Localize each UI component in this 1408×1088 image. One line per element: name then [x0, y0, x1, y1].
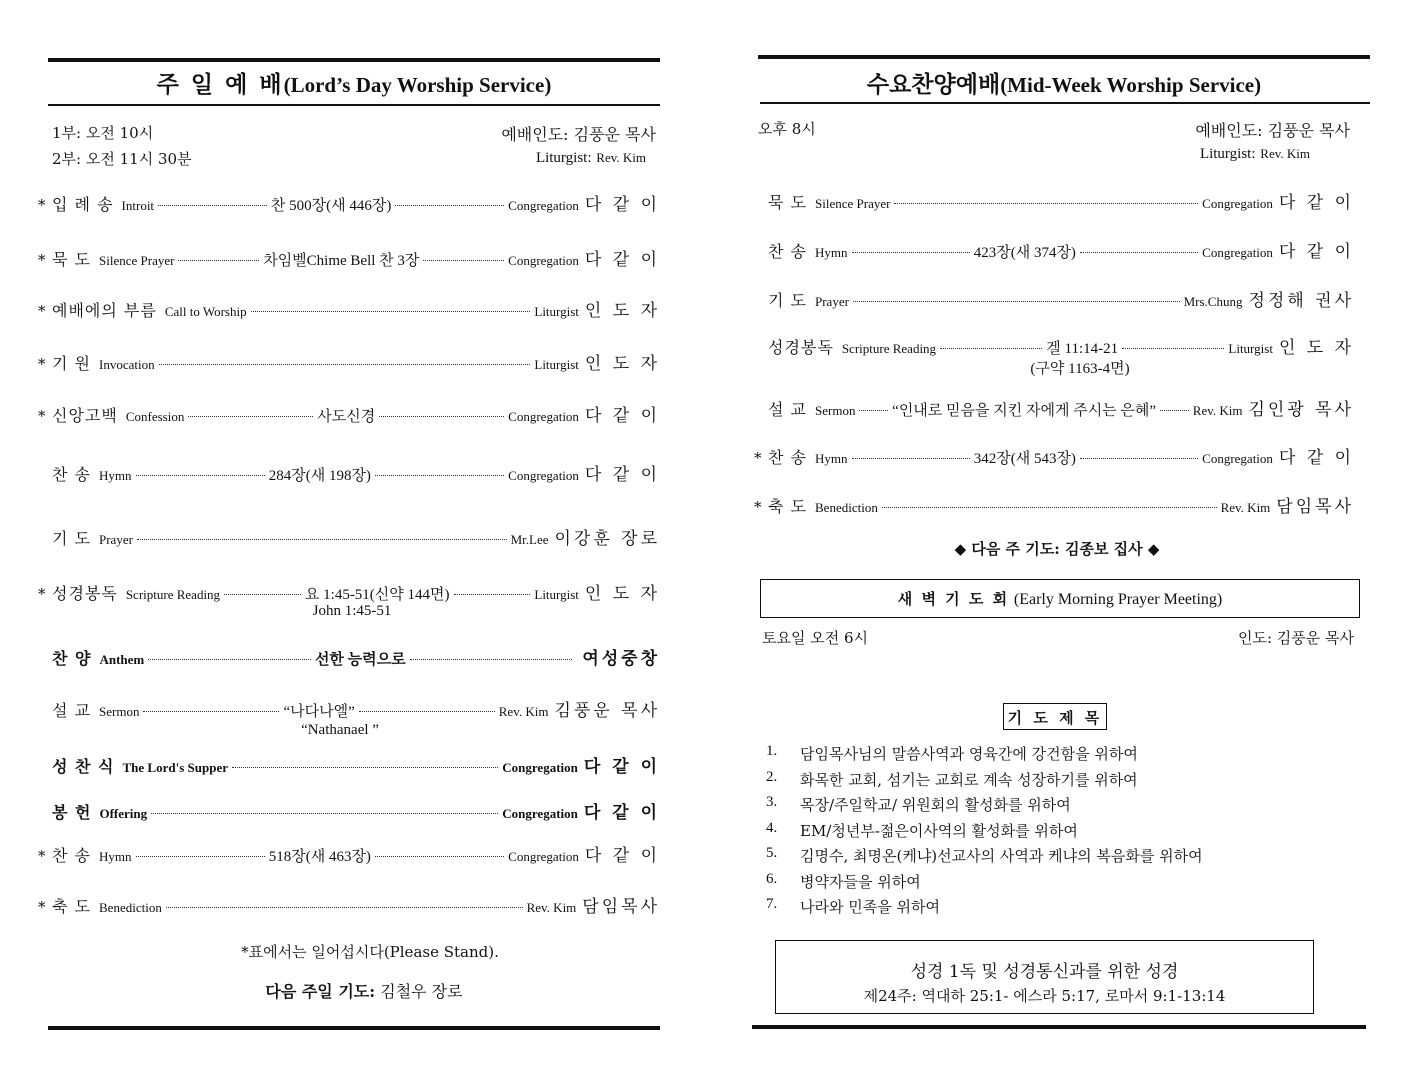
row-leader-dots — [188, 416, 313, 417]
row-role: Rev. Kim — [1192, 403, 1243, 418]
order-row — [38, 245, 660, 269]
row-person: 김풍운 목사 — [554, 701, 660, 721]
row-person: 여성중창 — [582, 649, 661, 669]
prayer-topic-text: 병약자들을 위하여 — [800, 872, 921, 891]
order-row — [38, 524, 660, 548]
dawn-title-en: (Early Morning Prayer Meeting) — [1013, 591, 1223, 608]
row-person: 다 같 이 — [584, 250, 660, 270]
row-english-label: Prayer — [815, 294, 849, 309]
row-person: 인 도 자 — [584, 584, 660, 604]
row-leader-dots — [232, 767, 498, 768]
prayer-topics-list — [766, 743, 1203, 922]
row-english-label: The Lord's Supper — [122, 760, 228, 775]
row-english-label: Sermon — [99, 704, 140, 719]
row-leader-dots — [894, 203, 1198, 204]
dawn-prayer-box — [760, 579, 1360, 618]
prayer-topic-text: 화목한 교회, 섬기는 교회로 계속 성장하기를 위하여 — [800, 770, 1138, 789]
row-english-label: Call to Worship — [164, 304, 247, 319]
wednesday-time: 오후 8시 — [758, 120, 816, 138]
sunday-title-en: (Lord’s Day Worship Service) — [283, 73, 552, 97]
row-korean-label: 신앙고백 — [52, 406, 118, 425]
row-english-label: Scripture Reading — [841, 341, 937, 356]
row-role: Rev. Kim — [498, 704, 549, 719]
prayer-topic-text: 담임목사님의 말씀사역과 영육간에 강건함을 위하여 — [800, 745, 1138, 763]
row-korean-label: 성경봉독 — [768, 338, 834, 357]
row-star: * — [38, 898, 46, 916]
row-role: Rev. Kim — [526, 900, 577, 915]
stand-note: *표에서는 일어섭시다(Please Stand). — [241, 943, 499, 961]
order-row — [38, 798, 660, 822]
row-role: Mrs.Chung — [1183, 294, 1243, 309]
wednesday-liturgist-name: Rev. Kim — [1260, 146, 1310, 161]
row-leader-dots — [940, 348, 1042, 349]
order-row — [38, 841, 660, 865]
service-time-2: 2부: 오전 11시 30분 — [52, 150, 192, 168]
prayer-topic-item — [766, 794, 1203, 820]
order-row — [38, 296, 660, 320]
prayer-topic-number: 3. — [766, 794, 778, 810]
prayer-topic-item — [766, 896, 1203, 922]
row-leader-dots — [852, 252, 970, 253]
bottom-rule — [48, 1026, 660, 1030]
order-row — [754, 188, 1354, 212]
row-role: Congregation — [502, 806, 578, 821]
order-row — [38, 696, 660, 720]
row-leader-dots — [454, 594, 531, 595]
row-person: 인 도 자 — [1278, 338, 1355, 358]
service-time-1: 1부: 오전 10시 — [52, 124, 154, 142]
row-english-label: Hymn — [99, 849, 132, 864]
order-row — [754, 395, 1354, 419]
row-detail: 518장(새 463장) — [268, 849, 371, 865]
prayer-topic-number: 6. — [766, 870, 778, 887]
row-leader-dots — [359, 711, 495, 712]
bible-reading-schedule: 제24주: 역대하 25:1- 에스라 5:17, 로마서 9:1-13:14 — [863, 987, 1226, 1005]
weekday-panel — [704, 0, 1408, 1088]
row-english-label: Benediction — [99, 900, 162, 915]
row-star: * — [754, 498, 762, 516]
row-leader-dots — [882, 507, 1217, 508]
row-leader-dots — [375, 856, 504, 857]
sunday-title-ko: 주 일 예 배 — [156, 71, 284, 98]
order-row — [38, 579, 660, 603]
row-english-label: Introit — [121, 198, 155, 213]
row-detail: 342장(새 543장) — [973, 451, 1076, 467]
row-english-label: Silence Prayer — [99, 253, 175, 268]
row-role: Congregation — [508, 253, 579, 268]
next-prayer-label: 다음 주일 기도: — [265, 982, 376, 1001]
row-korean-label: 성경봉독 — [52, 584, 118, 603]
prayer-topic-text: 목장/주일학교/ 위원회의 활성화를 위하여 — [800, 796, 1071, 814]
row-leader-dots — [1122, 348, 1224, 349]
row-person: 다 같 이 — [1278, 242, 1354, 262]
row-korean-label: 기 도 — [768, 291, 807, 310]
row-detail: 요 1:45-51(신약 144면) — [304, 587, 450, 603]
bottom-rule-right — [752, 1025, 1366, 1029]
row-leader-dots — [143, 711, 279, 712]
prayer-topic-item — [766, 871, 1203, 897]
row-detail: “인내로 믿음을 지킨 자에게 주시는 은혜” — [892, 403, 1157, 419]
row-english-label: Benediction — [815, 500, 878, 515]
row-detail: 423장(새 374장) — [973, 245, 1076, 261]
order-row — [38, 460, 660, 484]
prayer-topic-number: 5. — [766, 845, 778, 861]
row-korean-label: 설 교 — [52, 701, 91, 720]
order-row — [754, 443, 1354, 467]
row-star: * — [38, 847, 46, 865]
row-role: Rev. Kim — [1220, 500, 1271, 515]
row-role: Congregation — [508, 409, 579, 424]
worship-leader: 예배인도: 김풍운 목사 — [501, 125, 656, 144]
row-korean-label: 성 찬 식 — [52, 757, 115, 776]
bible-reading-title: 성경 1독 및 성경통신과를 위한 성경 — [910, 962, 1179, 982]
row-role: Congregation — [508, 198, 579, 213]
row-person: 김인광 목사 — [1248, 400, 1355, 420]
prayer-topic-number: 1. — [766, 743, 778, 759]
order-row — [38, 349, 660, 373]
row-korean-label: 묵 도 — [52, 250, 91, 269]
row-leader-dots — [224, 594, 301, 595]
row-english-label: Silence Prayer — [815, 196, 891, 211]
row-detail: 284장(새 198장) — [268, 468, 371, 484]
row-person: 다 같 이 — [584, 195, 660, 215]
row-leader-dots — [1160, 410, 1189, 411]
prayer-topic-number: 7. — [766, 896, 778, 912]
row-role: Congregation — [1202, 196, 1273, 211]
row-english-label: Hymn — [815, 451, 848, 466]
row-korean-label: 기 도 — [52, 529, 91, 548]
prayer-topics-title: 기 도 제 목 — [1007, 709, 1103, 727]
row-english-label: Hymn — [815, 245, 848, 260]
scripture-english-ref: John 1:45-51 — [312, 603, 392, 619]
row-detail: 선한 능력으로 — [314, 652, 406, 668]
row-korean-label: 축 도 — [768, 497, 807, 516]
row-person: 인 도 자 — [584, 301, 660, 321]
row-leader-dots — [166, 907, 523, 908]
row-role: Congregation — [1202, 245, 1273, 260]
row-person: 인 도 자 — [584, 354, 660, 374]
row-person: 이강훈 장로 — [554, 529, 660, 549]
row-leader-dots — [137, 539, 507, 540]
prayer-topic-text: EM/청년부-젊은이사역의 활성화를 위하여 — [800, 821, 1078, 840]
row-leader-dots — [852, 458, 970, 459]
row-person: 다 같 이 — [584, 406, 661, 426]
row-korean-label: 찬 양 — [52, 649, 92, 668]
row-detail: 겔 11:14-21 — [1046, 341, 1119, 357]
liturgist-line — [536, 148, 646, 167]
row-korean-label: 입 례 송 — [52, 195, 114, 214]
row-star: * — [754, 449, 762, 467]
order-row — [38, 644, 660, 668]
row-leader-dots — [379, 416, 504, 417]
row-detail: “나다나엘” — [283, 704, 355, 720]
row-person: 정정해 권사 — [1248, 291, 1354, 311]
dawn-title — [761, 588, 1359, 609]
prayer-topic-item — [766, 743, 1203, 769]
order-row — [754, 333, 1354, 357]
order-row — [38, 190, 660, 214]
row-role: Congregation — [508, 468, 579, 483]
row-role: Congregation — [502, 760, 578, 775]
title-rule-right — [760, 102, 1370, 104]
prayer-topic-text: 김명수, 최명온(케냐)선교사의 사역과 케냐의 복음화를 위하여 — [800, 847, 1203, 865]
row-english-label: Anthem — [99, 652, 145, 667]
top-rule-right — [758, 55, 1370, 59]
dawn-title-ko: 새 벽 기 도 회 — [897, 590, 1010, 608]
row-leader-dots — [375, 475, 504, 476]
row-person: 다 같 이 — [1278, 448, 1354, 468]
row-role: Liturgist — [534, 587, 579, 602]
row-korean-label: 기 원 — [52, 354, 91, 373]
row-star: * — [38, 585, 46, 603]
prayer-topic-item — [766, 769, 1203, 795]
row-english-label: Confession — [125, 409, 185, 424]
sunday-title — [48, 66, 660, 99]
row-english-label: Invocation — [99, 357, 155, 372]
row-leader-dots — [853, 301, 1180, 302]
row-leader-dots — [395, 205, 504, 206]
row-leader-dots — [251, 311, 531, 312]
next-week-prayer: ◆ 다음 주 기도: 김종보 집사 ◆ — [954, 540, 1160, 558]
row-leader-dots — [158, 205, 267, 206]
wednesday-scripture-page: (구약 1163-4면) — [1030, 361, 1130, 377]
row-english-label: Hymn — [99, 468, 132, 483]
row-person: 다 같 이 — [584, 465, 660, 485]
row-korean-label: 찬 송 — [52, 465, 91, 484]
order-row — [38, 401, 660, 425]
row-korean-label: 찬 송 — [768, 448, 807, 467]
row-detail: 사도신경 — [317, 409, 376, 425]
title-rule — [48, 104, 660, 106]
row-korean-label: 찬 송 — [768, 242, 807, 261]
wednesday-title-en: (Mid-Week Worship Service) — [1000, 73, 1262, 97]
row-role: Congregation — [1202, 451, 1273, 466]
row-korean-label: 축 도 — [52, 897, 91, 916]
prayer-topics-title-box — [1003, 703, 1107, 730]
row-leader-dots — [1080, 252, 1198, 253]
wednesday-leader: 예배인도: 김풍운 목사 — [1195, 121, 1350, 140]
wednesday-liturgist-line — [1200, 144, 1310, 163]
row-korean-label: 봉 헌 — [52, 803, 92, 822]
row-star: * — [38, 407, 46, 425]
next-prayer-name: 김철우 장로 — [380, 982, 463, 1001]
row-leader-dots — [148, 659, 311, 660]
row-detail: 찬 500장(새 446장) — [270, 198, 392, 214]
row-korean-label: 설 교 — [768, 400, 807, 419]
liturgist-label: Liturgist: — [535, 150, 592, 166]
wednesday-liturgist-label: Liturgist: — [1199, 146, 1256, 162]
dawn-time: 토요일 오전 6시 — [762, 629, 869, 647]
row-star: * — [38, 355, 46, 373]
prayer-topic-item — [766, 820, 1203, 846]
liturgist-name: Rev. Kim — [596, 150, 646, 165]
row-english-label: Sermon — [815, 403, 856, 418]
row-person: 담임목사 — [1276, 497, 1354, 517]
row-korean-label: 묵 도 — [768, 193, 807, 212]
row-role: Liturgist — [1228, 341, 1273, 356]
row-star: * — [38, 251, 46, 269]
order-row — [38, 752, 660, 776]
row-role: Liturgist — [534, 357, 579, 372]
row-star: * — [38, 196, 46, 214]
wednesday-title — [758, 66, 1370, 99]
prayer-topic-text: 나라와 민족을 위하여 — [800, 898, 940, 916]
next-sunday-prayer — [0, 979, 728, 1002]
top-rule — [48, 58, 660, 62]
row-role: Liturgist — [534, 304, 579, 319]
row-english-label: Prayer — [99, 532, 133, 547]
row-person: 다 같 이 — [583, 803, 660, 823]
row-role: Congregation — [508, 849, 579, 864]
order-row — [38, 892, 660, 916]
row-star: * — [38, 302, 46, 320]
row-leader-dots — [178, 260, 259, 261]
prayer-topic-number: 4. — [766, 819, 778, 836]
prayer-topic-number: 2. — [766, 768, 778, 785]
sermon-english-title: “Nathanael ” — [301, 722, 379, 738]
row-person: 다 같 이 — [1278, 193, 1354, 213]
order-row — [754, 492, 1354, 516]
row-leader-dots — [151, 813, 498, 814]
order-row — [754, 237, 1354, 261]
prayer-topic-item — [766, 845, 1203, 871]
row-leader-dots — [423, 260, 504, 261]
row-korean-label: 예배에의 부름 — [52, 301, 157, 320]
row-person: 담임목사 — [582, 897, 660, 917]
bible-reading-box — [775, 940, 1314, 1014]
row-person: 다 같 이 — [583, 757, 660, 777]
dawn-leader: 인도: 김풍운 목사 — [1237, 629, 1354, 647]
row-role: Mr.Lee — [510, 532, 549, 547]
row-english-label: Scripture Reading — [125, 587, 221, 602]
row-leader-dots — [410, 659, 573, 660]
wednesday-title-ko: 수요찬양예배 — [866, 71, 1001, 98]
row-leader-dots — [159, 364, 531, 365]
row-person: 다 같 이 — [584, 846, 660, 866]
row-korean-label: 찬 송 — [52, 846, 91, 865]
row-leader-dots — [136, 475, 265, 476]
order-row — [754, 286, 1354, 310]
row-english-label: Offering — [99, 806, 148, 821]
row-leader-dots — [136, 856, 265, 857]
row-leader-dots — [1080, 458, 1198, 459]
row-leader-dots — [859, 410, 888, 411]
row-detail: 차임벨Chime Bell 찬 3장 — [263, 253, 420, 269]
